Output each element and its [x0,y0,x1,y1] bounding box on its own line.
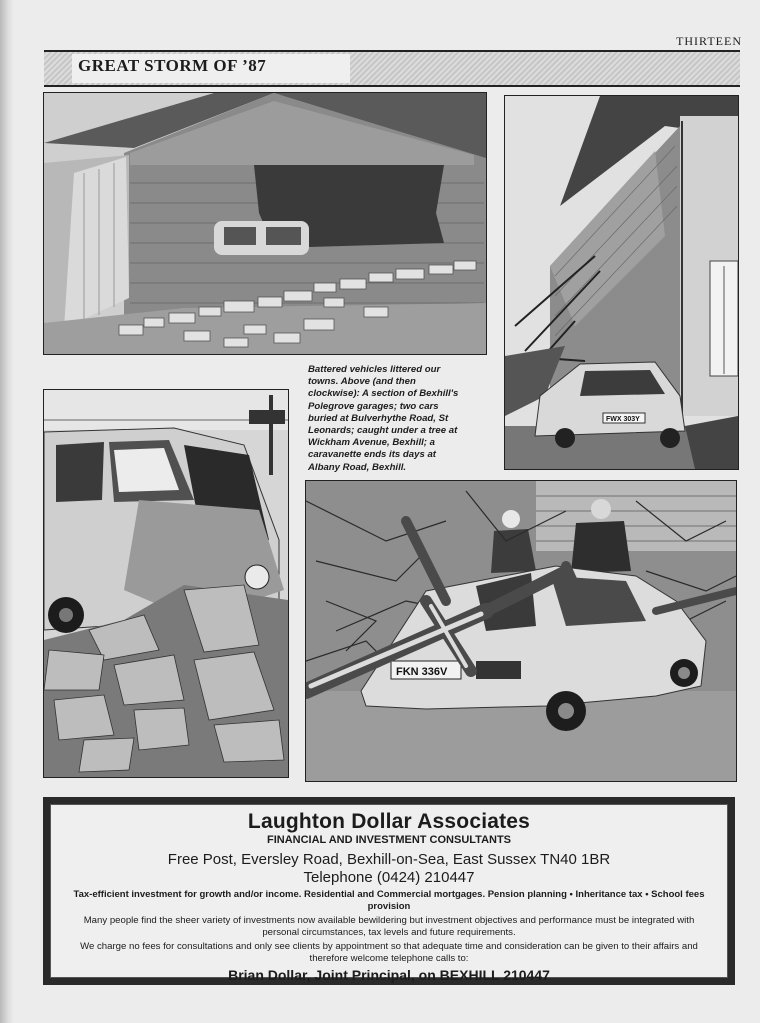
section-banner [44,50,740,87]
ad-services: Tax-efficient investment for growth and/or income. Residential and Commercial mortgages. Pension planning • Inheritance tax • School fees provision [73,889,705,912]
ad-body-paragraph-1: Many people find the sheer variety of investments now available bewildering but investment objectives and performance must be integrated with personal circumstances, tax levels and future requirements. [83,915,695,938]
photo-car-under-tree [305,480,737,782]
car-plate-top-right: FWX 303Y [606,416,640,423]
section-title: GREAT STORM OF ’87 [78,56,267,75]
ad-body-paragraph-2: We charge no fees for consultations and only see clients by appointment so that adequate time and consideration can be given to their affairs and therefore welcome telephone calls to: [80,941,698,964]
photo-tree-illustration [306,481,736,781]
photo-car-under-wall [504,95,739,470]
page-spine-shadow [0,0,14,1023]
photo-garage-illustration [44,93,486,354]
car-plate-bottom-right: FKN 336V [396,666,448,678]
photo-crushed-caravanette [43,389,289,778]
ad-subtitle: FINANCIAL AND INVESTMENT CONSULTANTS [266,834,512,846]
page-folio: THIRTEEN [676,34,742,48]
advertisement-box [43,797,735,985]
ad-company-name: Laughton Dollar Associates [247,810,531,833]
photo-caption: Battered vehicles littered our towns. Above (and then clockwise): A section of Bexhill's Polegrove garages; two cars buried at Bulverhythe Road, St Leonards; caught under a tree at Wickham Avenue, Bexhill; a caravanette ends its days at Albany Road, Bexhill. [308,364,459,473]
ad-address: Free Post, Eversley Road, Bexhill-on-Sea, East Sussex TN40 1BR [167,851,611,868]
photo-garage-wall-collapse [43,92,487,355]
ad-contact-line: Brian Dollar, Joint Principal, on BEXHILL 210447 [228,967,550,983]
advertisement-inner [50,804,728,983]
ad-telephone: Telephone (0424) 210447 [303,869,475,886]
photo-caravanette-illustration [44,390,288,777]
photo-wall-illustration [505,96,738,469]
